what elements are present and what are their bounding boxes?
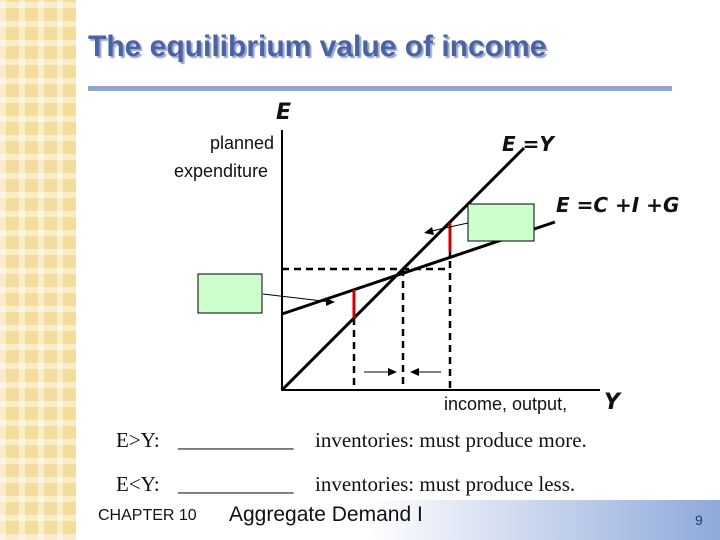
y-axis-label-line2: expenditure <box>174 161 269 181</box>
left-box-pointer <box>263 294 331 302</box>
y-axis-label-line1: planned <box>210 133 275 153</box>
rightward-adjustment-arrowhead <box>388 368 397 376</box>
planned-expenditure-line-label: E =C +I +G <box>556 193 680 217</box>
bullet-text-excess: inventories: must produce more. <box>315 428 587 452</box>
leftward-adjustment-arrowhead <box>410 368 419 376</box>
footer-chapter: CHAPTER 10 <box>98 507 197 524</box>
x-axis-label: income, output, <box>444 394 568 414</box>
footer-subject: Aggregate Demand I <box>229 503 423 526</box>
right-box-arrowhead <box>424 227 434 235</box>
forty-five-degree-line-label: E =Y <box>502 132 554 156</box>
answer-box-left <box>198 274 262 313</box>
x-axis-symbol: Y <box>604 390 620 415</box>
bullet-condition-excess: E>Y: <box>116 428 160 452</box>
bullet-blank-shortfall: ___________ <box>178 472 294 496</box>
answer-box-right <box>468 204 534 241</box>
page-number: 9 <box>695 512 703 528</box>
bullet-condition-shortfall: E<Y: <box>116 472 160 496</box>
bullet-blank-excess: ___________ <box>178 428 294 452</box>
y-axis-symbol: E <box>276 100 292 125</box>
slide-title: The equilibrium value of income <box>88 30 547 63</box>
bullet-text-shortfall: inventories: must produce less. <box>315 472 576 496</box>
